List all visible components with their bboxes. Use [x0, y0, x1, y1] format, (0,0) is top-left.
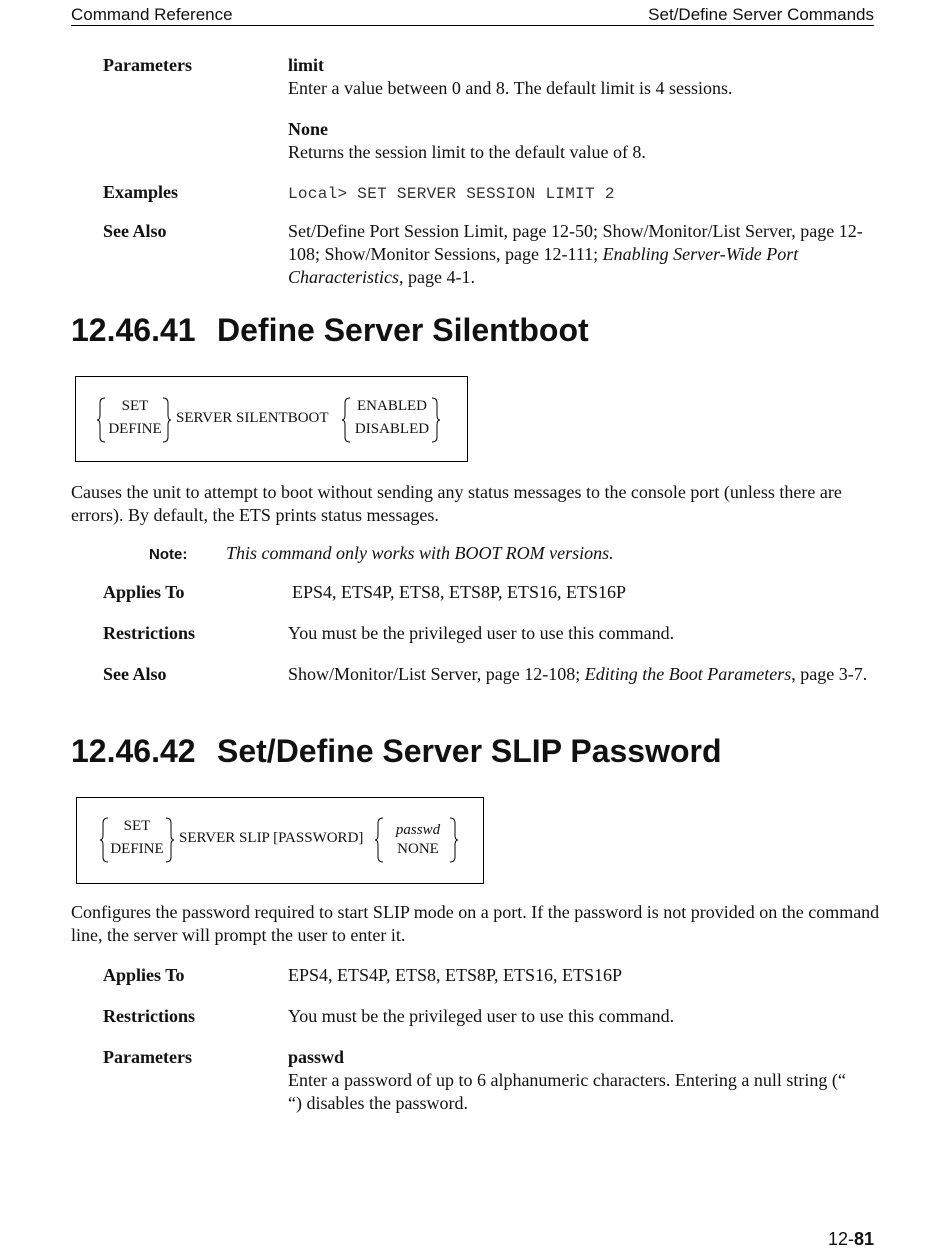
see-also-text-part1: Set/Define Port Session Limit, page 12-50; Show/Monitor/List Server, page 12-108; Show/Monitor Sessions, page 12-111; [288, 221, 863, 264]
syntax-opt-set: SET [123, 818, 151, 834]
silentboot-description: Causes the unit to attempt to boot without sending any status messages to the console port (unless there are errors). By default, the ETS prints status messages. [71, 482, 842, 525]
see-also-text-part1: Show/Monitor/List Server, page 12-108; [288, 664, 585, 684]
syntax-opt-define: DEFINE [110, 841, 164, 857]
applies-to-value: EPS4, ETS4P, ETS8, ETS8P, ETS16, ETS16P [292, 582, 627, 602]
note-text: This command only works with BOOT ROM versions. [226, 543, 614, 563]
page-number [828, 1229, 874, 1250]
examples-label: Examples [103, 182, 179, 202]
applies-to-value: EPS4, ETS4P, ETS8, ETS8P, ETS16, ETS16P [288, 965, 623, 985]
right-brace-icon [162, 397, 172, 443]
running-header-left: Command Reference [71, 5, 233, 24]
section-heading-silentboot [71, 312, 589, 349]
parameters-label: Parameters [103, 55, 192, 75]
syntax-box-silentboot [75, 376, 468, 462]
section-number: 12.46.41 [71, 312, 196, 348]
param-passwd-desc: Enter a password of up to 6 alphanumeric characters. Entering a null string (“ “) disables the password. [288, 1070, 846, 1113]
note-label: Note: [149, 546, 188, 563]
syntax-command: SERVER SLIP [PASSWORD] [179, 830, 364, 846]
syntax-arg-passwd: passwd [395, 822, 441, 838]
param-limit-desc: Enter a value between 0 and 8. The default limit is 4 sessions. [288, 78, 733, 98]
right-brace-icon [431, 397, 441, 443]
parameters-label: Parameters [103, 1047, 192, 1067]
left-brace-icon [100, 817, 110, 863]
section-title: Set/Define Server SLIP Password [217, 733, 722, 769]
example-code: Local> SET SERVER SESSION LIMIT 2 [288, 185, 615, 203]
param-none-desc: Returns the session limit to the default value of 8. [288, 142, 646, 162]
left-brace-icon [97, 397, 107, 443]
param-passwd-name: passwd [288, 1047, 345, 1067]
see-also-text-part2: , page 3-7. [791, 664, 868, 684]
see-also-text-part2: , page 4-1. [399, 267, 475, 287]
right-brace-icon [165, 817, 175, 863]
page-number-value: 81 [853, 1229, 874, 1249]
see-also-italic: Enabling Server-Wide Port Characteristics [288, 244, 799, 287]
section-number: 12.46.42 [71, 733, 196, 769]
see-also-text [288, 220, 874, 289]
see-also-italic: Editing the Boot Parameters [584, 664, 792, 684]
applies-to-label: Applies To [103, 965, 185, 985]
restrictions-label: Restrictions [103, 623, 195, 643]
slip-description: Configures the password required to start SLIP mode on a port. If the password is not provided on the command line, the server will prompt the user to enter it. [71, 902, 880, 945]
syntax-opt-set: SET [121, 398, 149, 414]
param-none-name: None [288, 119, 328, 139]
left-brace-icon [375, 817, 385, 863]
applies-to-label: Applies To [103, 582, 185, 602]
param-limit-name: limit [288, 55, 324, 75]
page-number-prefix: 12- [827, 1229, 854, 1249]
restrictions-value: You must be the privileged user to use this command. [288, 1006, 675, 1026]
syntax-opt-define: DEFINE [108, 421, 162, 437]
syntax-arg-enabled: ENABLED [357, 398, 427, 414]
see-also-text [288, 663, 874, 686]
right-brace-icon [449, 817, 459, 863]
syntax-box-slip [76, 797, 484, 884]
syntax-command: SERVER SILENTBOOT [176, 410, 329, 426]
see-also-label: See Also [103, 221, 167, 241]
running-header-right: Set/Define Server Commands [648, 5, 874, 24]
syntax-arg-none: NONE [397, 841, 439, 857]
left-brace-icon [342, 397, 352, 443]
section-title: Define Server Silentboot [217, 312, 589, 348]
section-heading-slip [71, 733, 722, 770]
see-also-label: See Also [103, 664, 167, 684]
restrictions-value: You must be the privileged user to use this command. [288, 623, 675, 643]
restrictions-label: Restrictions [103, 1006, 195, 1026]
header-rule [71, 25, 874, 26]
syntax-arg-disabled: DISABLED [354, 421, 430, 437]
